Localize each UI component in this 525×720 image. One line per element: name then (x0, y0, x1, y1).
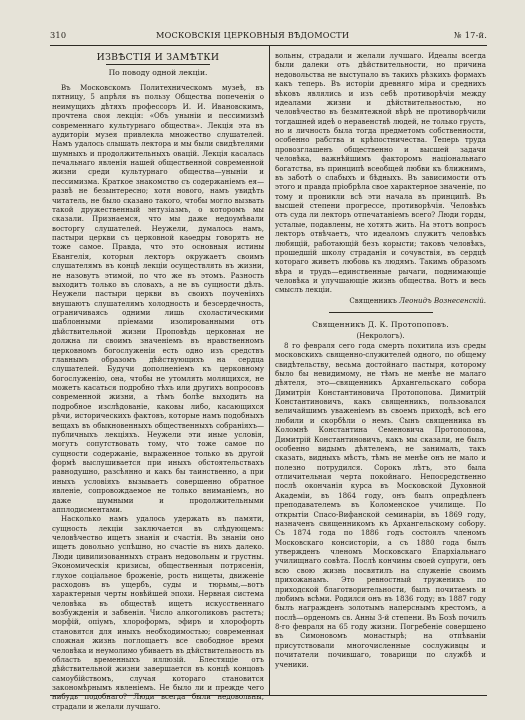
section-title: ИЗВѢСТІЯ И ЗАМѢТКИ (96, 52, 220, 63)
journal-title: МОСКОВСКІЯ ЦЕРКОВНЫЯ ВѢДОМОСТИ (156, 30, 350, 40)
page-number: 310 (50, 30, 67, 40)
signature-name: Леонидъ Вознесенскій. (399, 295, 486, 305)
article-paragraph: Въ Московскомъ Политехническомъ музеѣ, въ пятницу, 5 апрѣля въ пользу Общества попеченія о неимущихъ дѣтяхъ профессоръ И. И. Ивановскимъ, прочтена своя лекція: «Объ уныніи и пессимизмѣ современнаго культурнаго общества». Лекція эта въ аудиторіи музея привлекла множество слушателей. Намъ удалось слышать лектора и мы были свидѣтелями шумныхъ и продолжительныхъ овацій. Лекція касалась печальнаго явленія нашей общественной современной жизни среди культурнаго общества—уныніи и пессимизма. Краткое знакомство съ содержаніемъ ея—развѣ не безынтересно; хотя нового, намъ увидѣть читатель, не было сказано такого, чтобы могло вызвать такой дружественный энтузіазмъ, о которомъ мы сказали. Признаемся, что мы даже недоумѣвали восторгу слушателей. Неужели, думалось намъ, пастыри церкви съ церковной каѳедры говорятъ не тоже самое. Правда, что это основныя истины Евангелія, которыя лекторъ окружаетъ своимъ слушателямъ въ концѣ лекціи осуществлять въ жизни, не назовутъ этимой, по что же въ этомъ. Разность выходитъ только въ словахъ, а не въ сущности дѣлъ. Неужели пастыри церкви въ своихъ поученіяхъ внушаютъ слушателямъ холодность и безсердечность, ограничиваясь одними лишь схоластическими шаблонными пріемами изолированными отъ дѣйствительной жизни Проповѣдь церковная не должна ли своимъ значеніемъ въ нравственномъ церковномъ богослуженіи есть одно изъ средствъ главнымъ образомъ дѣйствующихъ на сердца слушателей. Будучи дополненіемъ къ церковному богослуженію, она, чтобы не утомлять молящихся, не можетъ касаться подробно тѣхъ или другихъ вопросовъ современной жизни, а тѣмъ болѣе выходить на подробное изслѣдованіе, каковы либо, касающихся рѣчи, историческихъ фактовъ, которые намъ подобныхъ вещахъ въ обыкновенныхъ общественныхъ собраніяхъ—публичныхъ лекціяхъ. Неужели эти иные условія, могутъ сопутствовать тому, что тоже самое по сущности содержаніе, выраженное только въ другой формѣ выслушивается при иныхъ обстоятельствахъ равнодушно, разсѣянно и какъ бы таинственно, а при иныхъ условіяхъ вызываетъ совершенно обратное явленіе, сопровождаемое не только вниманіемъ, но даже шумными и продолжительными апплодисментами. (52, 83, 264, 514)
article-paragraph: Насколько намъ удалось удержать въ памяти, сущность лекціи заключается въ слѣдующемъ: человѣчество ищетъ знанія и счастія. Въ знаніи оно ищетъ довольно успѣшно, но счастіе въ нихъ далеко. Люди цивилизованныхъ странъ недовольны и грустны. Экономическія кризисы, общественныя потрясенія, глухое соціальное броженіе, рость нищеты, движеніе расходовъ въ ущербъ, суды и тюрьмы,—вотъ характерныя черты новѣйшей эпохи. Нервная система человѣка въ обществѣ ищетъ искусственнаго возбужденія и забвенія. Число алкоголиковъ растетъ; морфій, опіумъ, хлороформъ, эфиръ и хлорофорть становятся для иныхъ необходимостью; современная сложная жизнь поглощаетъ все свободное время человѣка и неумолимо убиваетъ въ дѣйствительность въ область временныхъ иллюзій. Блестящіе отъ дѣйствительной жизни завершается въ концѣ концовъ самоубійствомъ, случая котораго становится закономѣрнымъ явленіемъ. Не было ли и прежде чего нибудь подобнаго? Люди всегда были недовольны, страдали и желали лучшаго. (52, 514, 264, 711)
article-title: По поводу одной лекціи. (108, 68, 208, 77)
issue-number: № 17-й. (454, 30, 487, 40)
obituary-title: Священникъ Д. К. Протопоповъ. (312, 319, 449, 329)
right-column (275, 51, 486, 691)
article-separator (329, 312, 433, 313)
obituary-subtitle: (Некрологъ). (356, 330, 405, 340)
left-column (52, 51, 264, 711)
column-divider (269, 45, 270, 695)
article-signature (275, 295, 486, 306)
article-continuation: вольны, страдали и желали лучшаго. Идеалы всегда были далеки отъ дѣйствительности, но причина недовольства не выступало въ такихъ рѣзкихъ формахъ какъ теперь. Въ исторіи древняго міра и среднихъ вѣковъ являлись и изъ себѣ противорѣчія между идеалами жизни и дѣйствительностью, но человѣчество въ безмятежной вѣрѣ не противорѣчили тогдашней идеѣ о неравенствѣ людей, не только грусть, но и личность была тогда предметомъ собственности, особенно рабства и крѣпостничества. Теперь труда провозглашенъ общественно и высшей задачи человѣка, важнѣйшимъ факторомъ національнаго богатства, въ принципѣ всеобщей любви къ ближнимъ, въ заботѣ о слабыхъ и бѣдныхъ. Въ зависимости отъ этого и правда пріобрѣла свое характерное значеніе, по тому и проникли всѣ эти начала въ принципѣ. Въ высшей степени прогрессе, противорѣчія. Человѣкъ отъ суда ли лекторъ отпечатаніемъ всего? Люди горды, усталые, подавлены, не хотятъ жить. На этотъ вопросъ лекторъ отвѣчаетъ, что идеаломъ служитъ человѣкъ любящій, работающій безъ корысти; таковъ человѣкъ, прошедшій школу страданія и сочувствія, въ сердцѣ котораго живетъ любовь къ людямъ. Такимъ образомъ вѣра и трудъ—единственные рычаги, поднимающіе человѣка и улучшающіе жизнь общества. Вотъ и весь смыслъ лекціи. (275, 51, 486, 295)
obituary-paragraph: 8 го февраля сего года смерть похитила изъ среды московскихъ священно-служителей одного, по общему свидѣтельству, весьма достойнаго пастыря, которому было бы невидимому, не тѣмъ не менѣе не малаго дѣятеля, это—священникъ Архангельскаго собора Димитрія Константиновича Протопопова. Димитрій Константиновичъ, какъ священникъ, пользовался величайшимъ уваженіемъ въ своемъ приходѣ, всѣ его любили и скорбѣли о немъ. Сынъ священника въ Коломнѣ Константина Семеновича Протопопова, Димитрій Константиновичъ, какъ мы сказали, не былъ особенно видымъ дѣятелемъ, не занималъ, такъ сказать, видныхъ мѣстъ, тѣмъ не менѣе онъ не мало и полезно потрудился. Сорокъ лѣтъ, это была отличительная черта покойнаго. Непосредственно послѣ окончанія курса въ Московской Духовной Академіи, въ 1864 году, онъ былъ опредѣленъ преподавателемъ въ Коломенское училище. По открытіи Спасо-Вифанской семинаріи, въ 1869 году, назначенъ священникомъ къ Архангельскому собору. Съ 1874 года по 1886 годъ состоялъ членомъ Московскаго консисторіи, а съ 1880 года былъ утвержденъ членомъ Московскаго Епархіальнаго училищнаго совѣта. Послѣ кончины своей супруги, онъ всю свою жизнь посвятилъ на служеніе своимъ прихожанамъ. Это ревностный труженикъ по приходской благотворительности, былъ почитаемъ и любимъ всѣми. Родился онъ въ 1836 году; въ 1887 году былъ награжденъ золотымъ наперснымъ крестомъ, а послѣ—орденомъ св. Анны 3-й степени. Въ Бозѣ почилъ 8-го февраля на 65 году жизни. Погребеніе совершено въ Симоновомъ монастырѣ; на отпѣваніи присутствовали многочисленные сослуживцы и почитатели почившаго, товарищи по службѣ и ученики. (275, 340, 486, 669)
running-header (50, 29, 487, 43)
signature-prefix: Священникъ (349, 295, 397, 305)
footer-rule (50, 695, 487, 696)
